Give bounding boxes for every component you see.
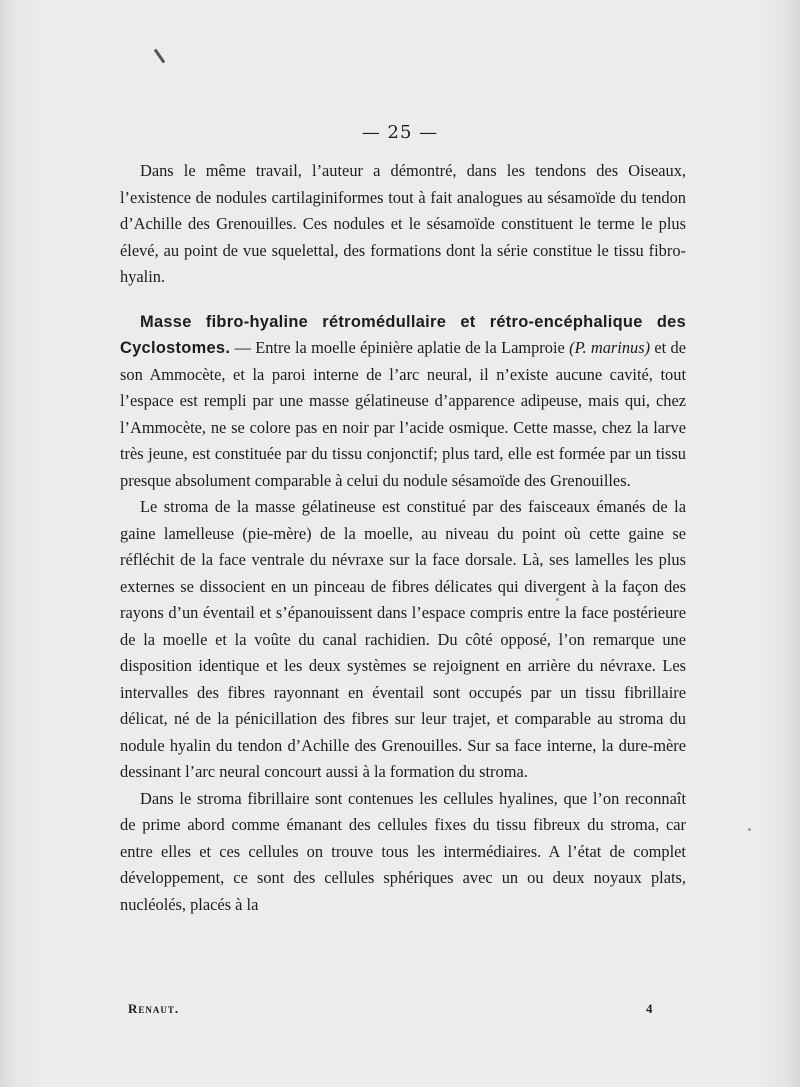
paragraph-2-text-a: — Entre la moelle épinière aplatie de la Lamproie <box>230 338 570 357</box>
signature-mark: 4 <box>646 1001 653 1016</box>
paragraph-3: Le stroma de la masse gélatineuse est constitué par des faisceaux émanés de la gaine lamelleuse (pie-mère) de la moelle, au niveau du point où cette gaine se réfléchit de la face ventrale du névraxe sur la face dorsale. Là, ses lamelles les plus externes se dissocient en un pinceau de fibres délicates qui divergent à la façon des rayons d’un éventail et s’épanouissent dans l’espace compris entre la face postérieure de la moelle et la voûte du canal rachidien. Du côté opposé, l’on remarque une disposition identique et les deux systèmes se rejoignent en arrière du névraxe. Les intervalles des fibres rayonnant en éventail sont occupés par un tissu fibrillaire délicat, né de la pénicillation des fibres sur leur trajet, et comparable au stroma du nodule hyalin du tendon d’Achille des Grenouilles. Sur sa face interne, la dure-mère dessinant l’arc neural concourt aussi à la formation du stroma. <box>120 497 686 781</box>
paragraph-1: Dans le même travail, l’auteur a démontré, dans les tendons des Oiseaux, l’existence de nodules cartilaginiformes tout à fait analogues au sésamoïde du tendon d’Achille des Grenouilles. Ces nodules et le sésamoïde constituent le terme le plus élevé, au point de vue squelettal, des formations dont la série constitue le tissu fibro-hyalin. <box>120 161 686 286</box>
body-text <box>120 158 686 918</box>
paragraph-4: Dans le stroma fibrillaire sont contenues les cellules hyalines, que l’on reconnaît de prime abord comme émanant des cellules fixes du tissu fibreux du stroma, car entre elles et ces cellules on trouve tous les intermédiaires. A l’état de complet développement, ce sont des cellules sphériques avec un ou deux noyaux plats, nucléolés, placés à la <box>120 788 686 914</box>
paragraph-2 <box>120 309 686 495</box>
species-name: (P. marinus) <box>569 338 651 357</box>
section-heading: Masse fibro-hyaline rétromédullaire et rétro-encéphalique des Cyclostomes. <box>120 312 686 357</box>
stray-ink-mark <box>154 49 166 64</box>
paper-speck <box>748 828 751 831</box>
paragraph-2-text-b: et de son Ammocète, et la paroi interne de l’arc neural, il n’existe aucune cavité, tout l’espace est rempli par une masse gélatineuse d’apparence adipeuse, mais qui, chez l’Ammocète, ne se colore pas en noir par l’acide osmique. Cette masse, chez la larve très jeune, est constituée par du tissu conjonctif; plus tard, elle est formée par un tissu presque absolument comparable à celui du nodule sésamoïde des Grenouilles. <box>120 338 687 490</box>
footer-author: Renaut. <box>128 1001 180 1016</box>
page-number: — 25 — <box>361 122 439 143</box>
